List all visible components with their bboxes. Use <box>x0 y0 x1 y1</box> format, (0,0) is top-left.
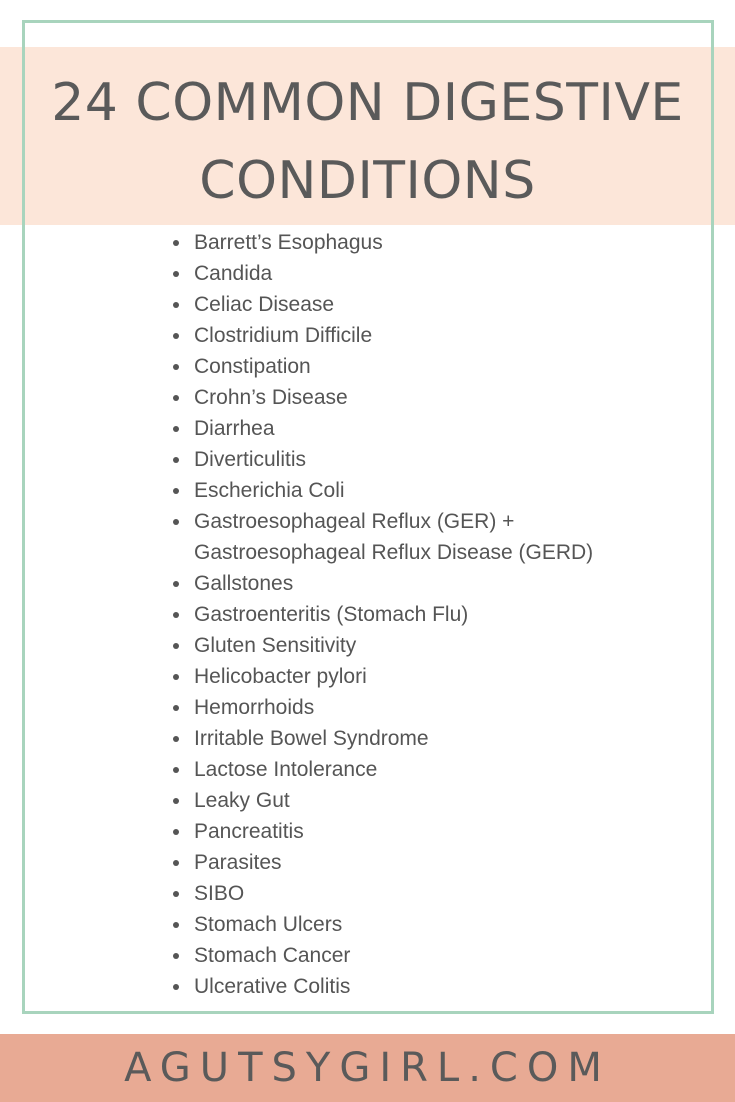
condition-item: Stomach Ulcers <box>194 909 593 940</box>
condition-item: Celiac Disease <box>194 289 593 320</box>
condition-item: Crohn’s Disease <box>194 382 593 413</box>
condition-item: Diverticulitis <box>194 444 593 475</box>
condition-item: Gluten Sensitivity <box>194 630 593 661</box>
condition-item: Lactose Intolerance <box>194 754 593 785</box>
condition-item: Constipation <box>194 351 593 382</box>
footer-site-name: AGUTSYGIRL.COM <box>124 1045 611 1091</box>
condition-item: SIBO <box>194 878 593 909</box>
condition-item-line: Gastroesophageal Reflux Disease (GERD) <box>194 541 594 564</box>
condition-item: Gastroenteritis (Stomach Flu) <box>194 599 593 630</box>
condition-item: Hemorrhoids <box>194 692 593 723</box>
condition-item-line: Gastroesophageal Reflux (GER) + <box>194 510 515 533</box>
condition-item: Diarrhea <box>194 413 593 444</box>
condition-item: Ulcerative Colitis <box>194 971 593 1002</box>
condition-item: Escherichia Coli <box>194 475 593 506</box>
condition-item: Leaky Gut <box>194 785 593 816</box>
condition-item: Clostridium Difficile <box>194 320 593 351</box>
condition-item <box>194 506 593 568</box>
condition-item: Gallstones <box>194 568 593 599</box>
condition-item: Barrett’s Esophagus <box>194 227 593 258</box>
condition-item: Candida <box>194 258 593 289</box>
condition-item: Stomach Cancer <box>194 940 593 971</box>
condition-item: Irritable Bowel Syndrome <box>194 723 593 754</box>
page-title <box>0 64 735 220</box>
condition-item: Parasites <box>194 847 593 878</box>
condition-item: Pancreatitis <box>194 816 593 847</box>
conditions-list <box>194 227 593 1002</box>
title-line-1: 24 COMMON DIGESTIVE <box>51 73 684 133</box>
condition-item: Helicobacter pylori <box>194 661 593 692</box>
title-line-2: CONDITIONS <box>199 151 536 211</box>
